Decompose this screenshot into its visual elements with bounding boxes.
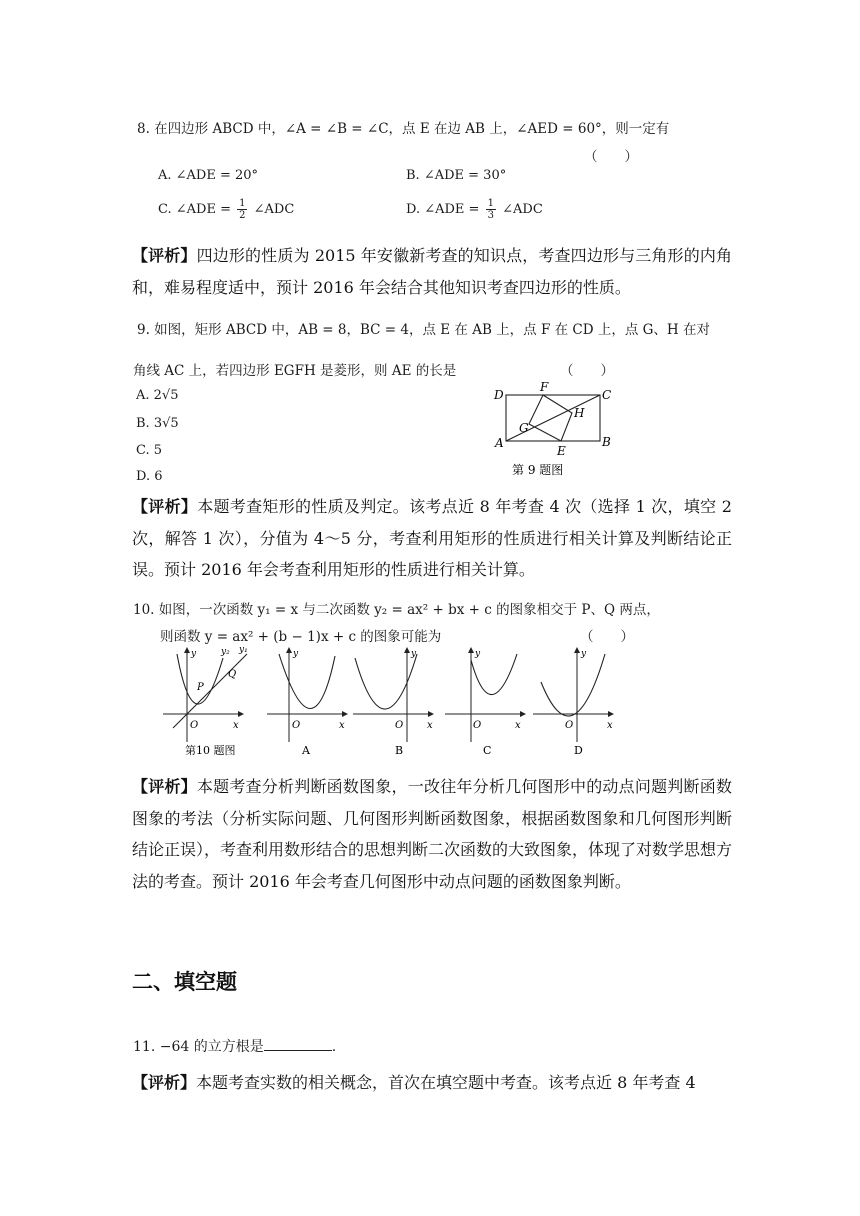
svg-text:O: O (292, 720, 301, 731)
line-y1 (173, 654, 247, 728)
option-a-label: A (302, 744, 310, 757)
svg-text:O: O (565, 720, 574, 731)
analysis-11 (132, 1067, 732, 1099)
analysis-8 (132, 240, 732, 303)
q8-option-b: B. ∠ADE = 30° (406, 168, 507, 183)
q10-graph-b (353, 648, 433, 757)
svg-text:P: P (197, 682, 204, 693)
svg-text:x: x (607, 720, 613, 731)
label-c: C (602, 388, 612, 402)
q8-option-c-suffix: ∠ADC (253, 202, 295, 217)
svg-text:y: y (411, 649, 417, 659)
svg-text:y: y (475, 649, 481, 659)
analysis-9 (132, 491, 732, 586)
svg-text:x: x (427, 720, 433, 731)
q8-option-c (158, 198, 294, 221)
q8-option-d-prefix: D. ∠ADE = (406, 202, 480, 217)
analysis-tag: 【评析】 (132, 777, 197, 796)
svg-text:O: O (395, 720, 404, 731)
q11-stem-text: 11. −64 的立方根是 (133, 1039, 264, 1055)
option-d-label: D (574, 744, 583, 757)
q10-stem-line2: 则函数 y = ax² + (b − 1)x + c 的图象可能为 (160, 629, 442, 645)
q8-stem: 8. 在四边形 ABCD 中，∠A = ∠B = ∠C，点 E 在边 AB 上，∠AED = 60°，则一定有 (137, 121, 670, 137)
svg-text:Q: Q (228, 669, 237, 680)
analysis-tag: 【评析】 (132, 1073, 197, 1092)
svg-text:x: x (233, 720, 239, 731)
option-b-label: B (395, 744, 404, 757)
svg-text:y₁: y₁ (239, 645, 248, 655)
analysis-tag: 【评析】 (132, 246, 197, 265)
q9-figure-caption: 第 9 题图 (512, 463, 564, 477)
option-c-label: C (483, 744, 492, 757)
q9-stem-line1: 9. 如图，矩形 ABCD 中，AB = 8，BC = 4，点 E 在 AB 上，点 F 在 CD 上，点 G、H 在对 (137, 322, 710, 338)
svg-text:y₂: y₂ (221, 647, 230, 657)
svg-text:y: y (293, 649, 299, 659)
analysis-text: 本题考查实数的相关概念，首次在填空题中考查。该考点近 8 年考查 4 (196, 1073, 696, 1092)
svg-text:O: O (473, 720, 482, 731)
label-b: B (602, 435, 611, 449)
q10-figure-caption: 第10 题图 (185, 744, 236, 757)
q10-figures (155, 642, 635, 760)
q8-answer-paren: （ ） (584, 149, 638, 165)
svg-text:y: y (191, 649, 197, 659)
q8-option-d-suffix: ∠ADC (502, 202, 543, 217)
q8-option-a: A. ∠ADE = 20° (158, 168, 259, 183)
label-f: F (540, 380, 549, 394)
label-e: E (557, 444, 566, 458)
q10-graph-a (267, 648, 347, 757)
analysis-10 (132, 771, 732, 897)
q9-figure (490, 380, 620, 485)
parabola-y2 (177, 654, 223, 704)
q11-answer-blank (264, 1036, 332, 1051)
q9-option-a: A. 2√5 (136, 388, 179, 403)
analysis-text: 本题考查分析判断函数图象，一改往年分析几何图形中的动点问题判断函数图象的考法（分析实际问题、几何图形判断函数图象，根据函数图象和几何图形判断结论正误），考查利用数形结合的思想判断二次函数的大致图象，体现了对数学思想方法的考查。预计 2016 年会考查几何图形中动点问题的函数图象判断。 (132, 777, 733, 891)
q8-option-d (406, 198, 543, 221)
label-a: A (495, 436, 504, 450)
q8-option-c-fraction: $\frac{1}{2}$ (239, 198, 246, 221)
label-d: D (494, 388, 504, 402)
q10-answer-paren: （ ） (580, 629, 634, 645)
q10-graph-d (533, 648, 613, 757)
analysis-text: 本题考查矩形的性质及判定。该考点近 8 年考查 4 次（选择 1 次，填空 2 次，解答 1 次），分值为 4～5 分，考查利用矩形的性质进行相关计算及判断结论正误。预计 2016 年会考查利用矩形的性质进行相关计算。 (132, 497, 732, 579)
q9-option-d: D. 6 (136, 469, 163, 484)
svg-text:y: y (581, 649, 587, 659)
q8-option-c-prefix: C. ∠ADE = (158, 202, 231, 217)
q11-stem (133, 1036, 336, 1056)
q10-main-graph (163, 645, 248, 757)
q9-option-c: C. 5 (136, 443, 163, 458)
analysis-text: 四边形的性质为 2015 年安徽新考查的知识点，考查四边形与三角形的内角和，难易程度适中，预计 2016 年会结合其他知识考查四边形的性质。 (132, 246, 732, 297)
q10-graph-c (445, 648, 525, 757)
svg-text:x: x (339, 720, 345, 731)
rhombus-egfh (529, 395, 572, 441)
q8-option-d-fraction: $\frac{1}{3}$ (487, 198, 494, 221)
label-g: G (519, 421, 529, 435)
analysis-tag: 【评析】 (132, 497, 198, 516)
svg-text:O: O (190, 720, 199, 731)
q11-stem-suffix: . (331, 1039, 337, 1055)
q10-stem-line1: 10. 如图，一次函数 y₁ = x 与二次函数 y₂ = ax² + bx + c 的图象相交于 P、Q 两点， (133, 602, 660, 618)
label-h: H (574, 406, 585, 420)
section-heading-fill-in: 二、填空题 (132, 970, 237, 994)
q9-answer-paren: （ ） (560, 363, 614, 379)
q9-stem-line2: 角线 AC 上，若四边形 EGFH 是菱形，则 AE 的长是 (133, 363, 457, 379)
q9-option-b: B. 3√5 (136, 416, 179, 431)
svg-text:x: x (515, 720, 521, 731)
